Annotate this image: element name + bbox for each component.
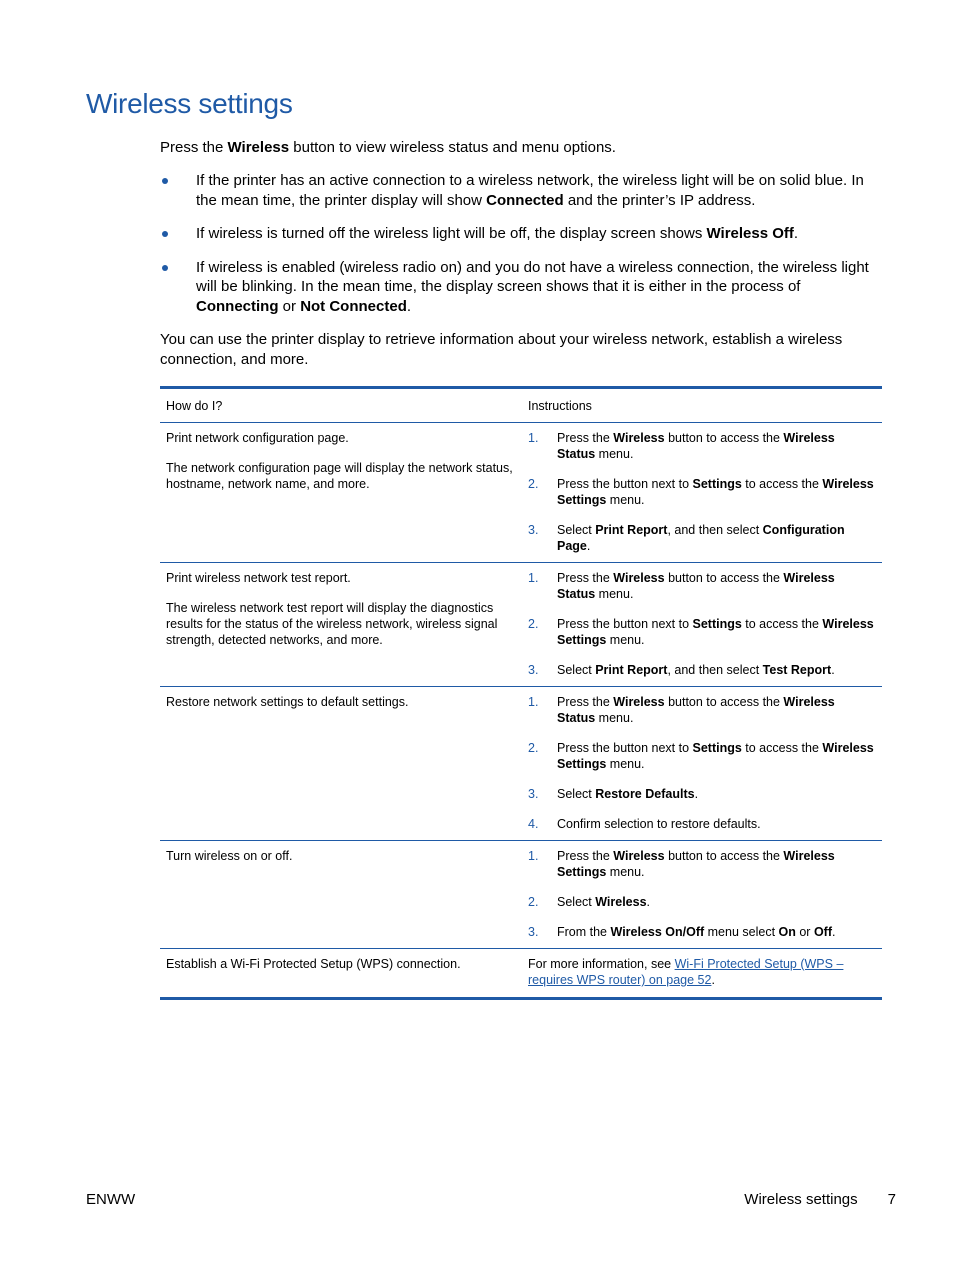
- bullet-item: If the printer has an active connection to a wireless network, the wireless light will be on solid blue. In the mean time, the printer display will show Connected and the printer’s IP address.: [160, 171, 882, 210]
- task-cell: Turn wireless on or off.: [160, 841, 522, 949]
- bullet-dot-icon: [162, 265, 168, 271]
- step-item: 4. Confirm selection to restore defaults.: [528, 817, 761, 831]
- task-cell: Establish a Wi-Fi Protected Setup (WPS) connection.: [160, 949, 522, 999]
- footer-label: ENWW: [86, 1191, 136, 1208]
- table-row: [160, 949, 882, 999]
- outro-paragraph: You can use the printer display to retrieve information about your wireless network, establish a wireless connection, and more.: [160, 331, 843, 368]
- footer-section: [744, 1191, 896, 1208]
- table-header-row: [160, 388, 882, 423]
- task-cell: Print wireless network test report. The wireless network test report will display the diagnostics results for the status of the wireless network, wireless signal strength, detected networks, and more.: [160, 563, 522, 687]
- instructions-table: [160, 386, 882, 1000]
- steps-cell: [522, 563, 882, 687]
- steps-cell: [522, 423, 882, 563]
- step-item: 2. Press the button next to Settings to access the Wireless Settings menu.: [528, 617, 874, 647]
- bullet-item: If wireless is enabled (wireless radio on) and you do not have a wireless connection, the wireless light will be blinking. In the mean time, the display screen shows that it is either in the process of Connecting or Not Connected.: [160, 258, 882, 317]
- step-item: 1. Press the Wireless button to access the Wireless Settings menu.: [528, 849, 835, 879]
- bullet-list: [160, 171, 882, 330]
- steps-list: [528, 848, 876, 940]
- step-item: 1. Press the Wireless button to access the Wireless Status menu.: [528, 695, 835, 725]
- step-item: 2. Press the button next to Settings to access the Wireless Settings menu.: [528, 741, 874, 771]
- bullet-dot-icon: [162, 231, 168, 237]
- column-header: Instructions: [522, 388, 882, 423]
- steps-list: [528, 430, 876, 554]
- step-item: 1. Press the Wireless button to access the Wireless Status menu.: [528, 431, 835, 461]
- steps-list: [528, 694, 876, 832]
- steps-list: [528, 570, 876, 678]
- table-row: [160, 841, 882, 949]
- bullet-item: If wireless is turned off the wireless light will be off, the display screen shows Wireless Off.: [160, 224, 882, 244]
- intro-paragraph: Press the Wireless button to view wireless status and menu options.: [160, 139, 616, 156]
- step-item: 3. Select Restore Defaults.: [528, 787, 699, 801]
- footer-section-title: Wireless settings: [744, 1191, 858, 1208]
- info-cell: For more information, see Wi-Fi Protected Setup (WPS – requires WPS router) on page 52.: [522, 949, 882, 999]
- task-cell: Print network configuration page. The network configuration page will display the network status, hostname, network name, and more.: [160, 423, 522, 563]
- page-title: Wireless settings: [86, 88, 293, 119]
- table-row: [160, 563, 882, 687]
- step-item: 3. From the Wireless On/Off menu select On or Off.: [528, 925, 836, 939]
- step-item: 2. Select Wireless.: [528, 895, 651, 909]
- step-item: 1. Press the Wireless button to access the Wireless Status menu.: [528, 571, 835, 601]
- table-row: [160, 423, 882, 563]
- step-item: 3. Select Print Report, and then select Configuration Page.: [528, 523, 845, 553]
- step-item: 3. Select Print Report, and then select Test Report.: [528, 663, 835, 677]
- table-row: [160, 687, 882, 841]
- steps-cell: [522, 841, 882, 949]
- task-cell: Restore network settings to default settings.: [160, 687, 522, 841]
- steps-cell: [522, 687, 882, 841]
- page-number: 7: [887, 1191, 896, 1208]
- wps-setup-link[interactable]: Wi-Fi Protected Setup (WPS – requires WPS router) on page 52: [528, 957, 844, 987]
- step-item: 2. Press the button next to Settings to access the Wireless Settings menu.: [528, 477, 874, 507]
- bullet-dot-icon: [162, 178, 168, 184]
- column-header: How do I?: [160, 388, 522, 423]
